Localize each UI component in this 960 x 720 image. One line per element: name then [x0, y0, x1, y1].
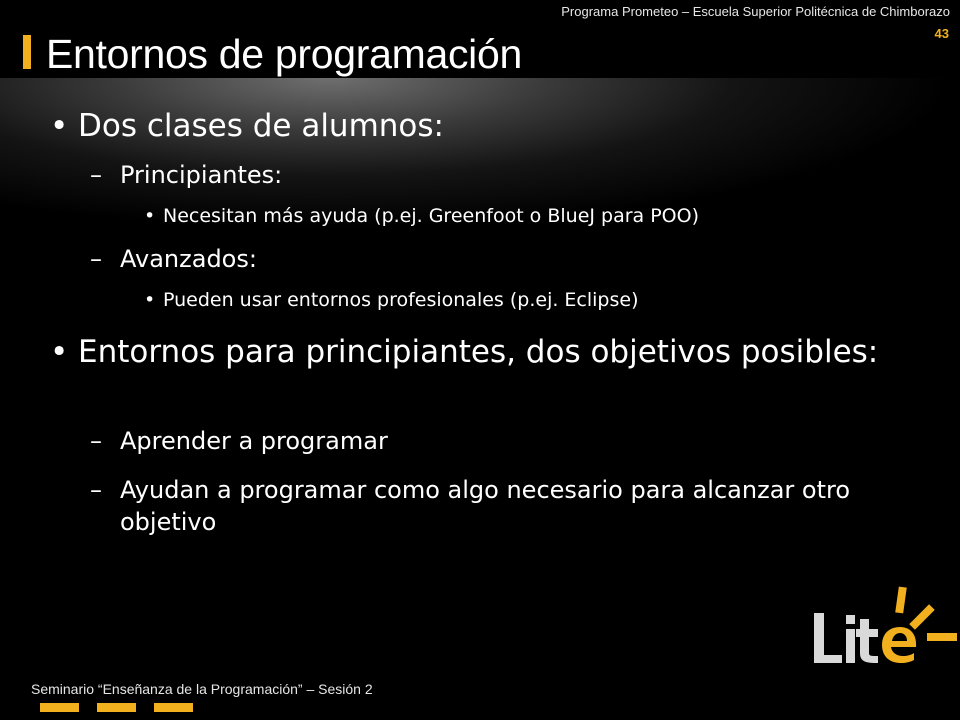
sub-item-aprender-text: Aprender a programar [120, 427, 388, 455]
sub-item-principiantes [90, 159, 920, 191]
dash-marker: – [90, 161, 102, 189]
dash-marker: – [90, 476, 102, 504]
bullet-item-1-text: Dos clases de alumnos: [78, 108, 444, 144]
sub-item-avanzados-text: Avanzados: [120, 245, 257, 273]
slide-title: Entornos de programación [46, 31, 522, 77]
detail-principiantes-text: Necesitan más ayuda (p.ej. Greenfoot o BlueJ para POO) [163, 205, 700, 227]
dash-marker: – [90, 245, 102, 273]
sub-item-aprender [90, 425, 920, 457]
footer-bar [97, 703, 136, 712]
dash-marker: – [90, 427, 102, 455]
footer-bar [40, 703, 79, 712]
bullet-dot: • [50, 108, 69, 144]
bullet-item-2 [50, 331, 908, 373]
footer-text: Seminario “Enseñanza de la Programación” – Sesión 2 [31, 681, 373, 697]
header-program: Programa Prometeo – Escuela Superior Politécnica de Chimborazo [561, 4, 950, 19]
detail-principiantes [144, 203, 700, 229]
footer-bar [154, 703, 193, 712]
detail-avanzados-text: Pueden usar entornos profesionales (p.ej. Eclipse) [163, 289, 639, 311]
sub-item-ayudan-text: Ayudan a programar como algo necesario para alcanzar otro objetivo [120, 476, 851, 536]
bullet-item-1 [50, 105, 908, 147]
bullet-dot: • [50, 334, 69, 370]
sub-item-principiantes-text: Principiantes: [120, 161, 283, 189]
slide-number: 43 [934, 26, 949, 41]
logo-e-letter [882, 627, 916, 663]
lite-logo [800, 585, 960, 675]
title-accent-bar [23, 35, 31, 69]
sub-item-ayudan [90, 474, 920, 538]
sub-item-avanzados [90, 243, 920, 275]
bullet-dot: • [144, 205, 156, 227]
detail-avanzados [144, 287, 639, 313]
lite-lettering [814, 613, 878, 663]
bullet-dot: • [144, 289, 156, 311]
bullet-item-2-text: Entornos para principiantes, dos objetivos posibles: [78, 334, 879, 370]
